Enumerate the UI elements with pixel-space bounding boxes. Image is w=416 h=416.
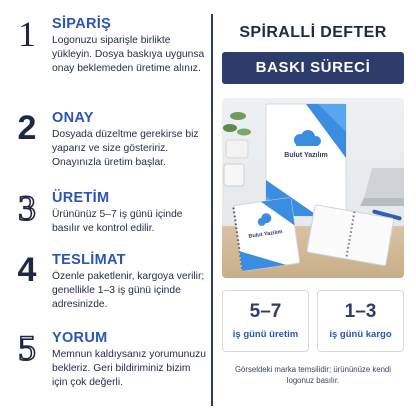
vertical-divider: [211, 14, 213, 406]
step-number: 1: [18, 14, 36, 54]
step-title: YORUM: [52, 330, 108, 346]
step-title: TESLİMAT: [52, 252, 126, 268]
mockup-brand-text-small: Bulut Yazılım: [248, 229, 283, 240]
step-description: Memnun kaldıysanız yorumunuzu bekleriz. Geri bildiriminiz bizim için çok değerli.: [52, 349, 206, 388]
stat-value: 5–7: [249, 301, 282, 322]
process-badge: BASKI SÜRECİ: [222, 52, 404, 84]
step-description: Ürününüz 5–7 iş günü içinde basılır ve kontrol edilir.: [52, 209, 183, 234]
stat-value: 1–3: [344, 301, 377, 322]
step-title: ONAY: [52, 110, 94, 126]
step-title: SİPARİŞ: [52, 16, 112, 32]
step-number: 2: [17, 109, 37, 147]
step-number: 3: [18, 188, 36, 228]
step-description: Özenle paketlenir, kargoya verilir; genellikle 1–3 iş günü içinde adresinizde.: [52, 271, 205, 310]
footnote: Görseldeki marka temsilidir; ürününüze kendi logonuz basılır.: [234, 365, 391, 385]
mockup-brand-text: Bulut Yazılım: [284, 152, 328, 159]
step-title: ÜRETİM: [52, 190, 110, 206]
production-time-card: [222, 290, 309, 352]
step-description: Logonuzu siparişle birlikte yükleyin. Dosya baskıya uygunsa onay beklemeden üretime alınız.: [52, 35, 205, 74]
step-number: 4: [17, 251, 37, 289]
step-description: Dosyada düzeltme gerekirse biz yaparız ve size gösteririz. Onayınızla üretim başlar.: [52, 129, 199, 168]
stat-label: iş günü üretim: [232, 329, 299, 340]
product-title: SPİRALLİ DEFTER: [239, 24, 387, 41]
small-notebook: [233, 198, 300, 271]
step-number: 5: [18, 328, 36, 368]
stat-label: iş günü kargo: [329, 329, 392, 340]
shipping-time-card: [317, 290, 404, 352]
product-photo: [222, 98, 404, 278]
notebook-mockup-illustration: [222, 98, 404, 278]
